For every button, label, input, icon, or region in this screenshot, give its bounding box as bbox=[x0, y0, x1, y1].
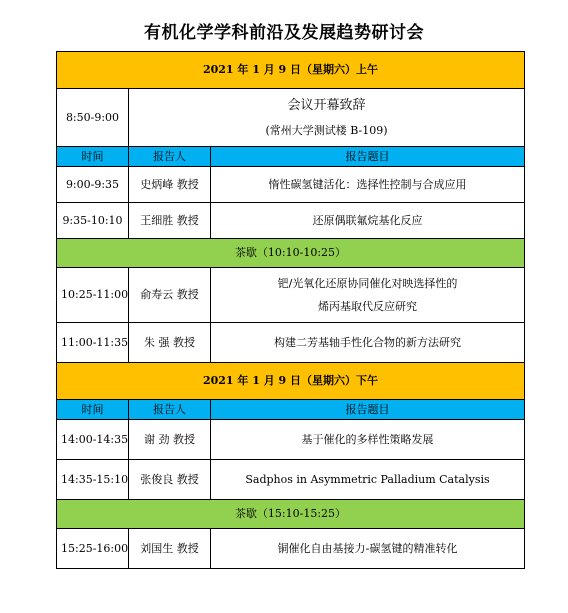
col-time-header: 时间 bbox=[57, 147, 129, 167]
talk-topic: Sadphos in Asymmetric Palladium Catalysis bbox=[211, 460, 525, 500]
table-row bbox=[57, 323, 525, 363]
opening-text: 会议开幕致辞 bbox=[287, 97, 366, 113]
table-row bbox=[57, 420, 525, 460]
talk-speaker: 谢 劲 教授 bbox=[129, 420, 211, 460]
talk-topic: 构建二芳基轴手性化合物的新方法研究 bbox=[211, 323, 525, 363]
col-time-header: 时间 bbox=[57, 400, 129, 420]
tea-break: 茶歇（10:10-10:25） bbox=[57, 239, 525, 268]
table-row bbox=[57, 203, 525, 239]
talk-topic bbox=[211, 268, 525, 323]
afternoon-header: 2021 年 1 月 9 日（星期六）下午 bbox=[57, 363, 525, 400]
talk-topic: 基于催化的多样性策略发展 bbox=[211, 420, 525, 460]
talk-time: 14:00-14:35 bbox=[57, 420, 129, 460]
column-header-row bbox=[57, 147, 525, 167]
opening-time: 8:50-9:00 bbox=[57, 89, 129, 147]
talk-topic-line: 钯/光氧化还原协同催化对映选择性的 bbox=[277, 276, 458, 290]
col-speaker-header: 报告人 bbox=[129, 400, 211, 420]
col-speaker-header: 报告人 bbox=[129, 147, 211, 167]
table-row bbox=[57, 529, 525, 569]
tea-break: 茶歇（15:10-15:25） bbox=[57, 500, 525, 529]
table-row bbox=[57, 268, 525, 323]
page-title: 有机化学学科前沿及发展趋势研讨会 bbox=[144, 23, 424, 43]
opening-cell bbox=[129, 89, 525, 147]
table-row bbox=[57, 167, 525, 203]
talk-topic: 还原偶联氟烷基化反应 bbox=[211, 203, 525, 239]
morning-header: 2021 年 1 月 9 日（星期六）上午 bbox=[57, 52, 525, 89]
talk-speaker: 刘国生 教授 bbox=[129, 529, 211, 569]
talk-speaker: 张俊良 教授 bbox=[129, 460, 211, 500]
break-row bbox=[57, 239, 525, 268]
col-topic-header: 报告题目 bbox=[211, 147, 525, 167]
schedule-table bbox=[56, 51, 525, 569]
talk-speaker: 朱 强 教授 bbox=[129, 323, 211, 363]
col-topic-header: 报告题目 bbox=[211, 400, 525, 420]
talk-speaker: 史炳峰 教授 bbox=[129, 167, 211, 203]
talk-time: 14:35-15:10 bbox=[57, 460, 129, 500]
break-row bbox=[57, 500, 525, 529]
talk-time: 15:25-16:00 bbox=[57, 529, 129, 569]
section-header-row bbox=[57, 363, 525, 400]
table-row bbox=[57, 460, 525, 500]
section-header-row bbox=[57, 52, 525, 89]
column-header-row bbox=[57, 400, 525, 420]
opening-row bbox=[57, 89, 525, 147]
talk-time: 9:00-9:35 bbox=[57, 167, 129, 203]
talk-topic-line: 烯丙基取代反应研究 bbox=[318, 300, 417, 313]
talk-topic: 铜催化自由基接力-碳氢键的精准转化 bbox=[211, 529, 525, 569]
talk-speaker: 王细胜 教授 bbox=[129, 203, 211, 239]
talk-time: 9:35-10:10 bbox=[57, 203, 129, 239]
talk-time: 11:00-11:35 bbox=[57, 323, 129, 363]
talk-time: 10:25-11:00 bbox=[57, 268, 129, 323]
talk-topic: 惰性碳氢键活化：选择性控制与合成应用 bbox=[211, 167, 525, 203]
opening-venue: (常州大学测试楼 B-109) bbox=[265, 123, 388, 137]
talk-speaker: 俞寿云 教授 bbox=[129, 268, 211, 323]
